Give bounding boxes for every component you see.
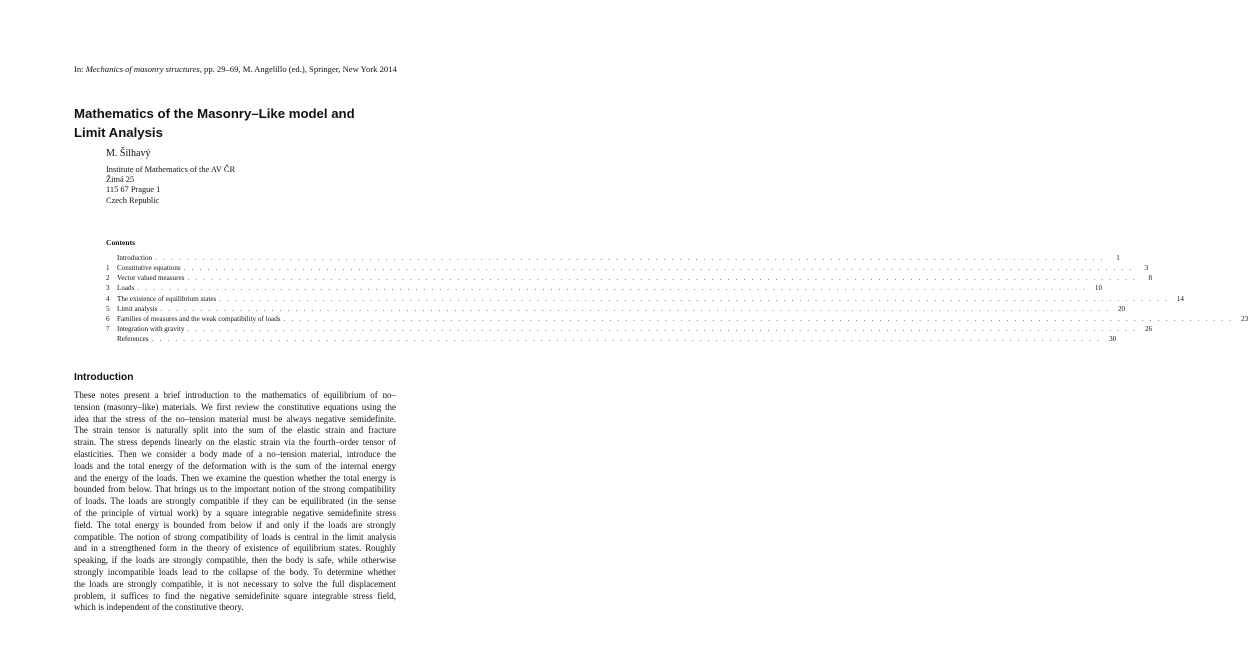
toc-entry-title: Limit analysis [117,304,158,313]
affiliation-line: Žitná 25 [106,175,135,185]
toc-entry-page: 3 [1144,264,1149,273]
toc-leader-dots: . . . . . . . . . . . . . . . . . . . . . . . . . . . . . . . . . . . . . . . . . . . . . . . . . . . . . . . . . . . . . . . . . . . . . . . . . . . . . . . . . . . . . . . . . . . . . . . . . . . . . . . . . . . . . . . . . . . . . . . . [219,294,1169,303]
toc-entry-number: 1 [106,264,110,273]
paragraph-line: and the energy of the loads. Then we examine the question whether the total energy is [74,472,396,483]
toc-entry-number: 4 [106,294,110,303]
paragraph-line: of the principle of virtual work) by a square integrable negative semidefinite stress [74,507,396,518]
author-affiliation [106,165,235,206]
paragraph-line: compatible. The notion of strong compatibility of loads is central in the limit analysis [74,531,396,542]
toc-entry-page: 26 [1144,324,1153,333]
paragraph-line: strain. The stress depends linearly on the elastic strain via the fourth–order tensor of [74,437,396,448]
toc-entry-page: 23 [1241,314,1248,323]
toc-entry-number: 2 [106,274,110,283]
affiliation-line: Czech Republic [106,195,160,205]
toc-entry [106,304,1126,314]
paragraph-line: The strain tensor is naturally split into the sum of the elastic strain and fracture [74,425,396,436]
citation-book-title: Mechanics of masonry structures [85,64,200,74]
paper-title-line-2: Limit Analysis [74,125,163,140]
toc-entry-title: Families of measures and the weak compatibility of loads [117,314,281,323]
citation-details: , pp. 29–69, M. Angelillo (ed.), Springer, New York 2014 [199,64,397,74]
paragraph-line: loads and the total energy of the deformation with is the sum of the internal energy [74,460,396,471]
paragraph-line: idea that the stress of the no–tension material must be always negative semidefinite. [74,413,396,424]
paragraph-line: the loads are strongly compatible, it is not necessary to solve the full displacement [74,578,396,589]
toc-leader-dots: . . . . . . . . . . . . . . . . . . . . . . . . . . . . . . . . . . . . . . . . . . . . . . . . . . . . . . . . . . . . . . . . . . . . . . . . . . . . . . . . . . . . . . . . . . . . . . . . . . . . . . . . . . . . . . . . . . . . . . . . [187,274,1138,283]
toc-entry-page: 10 [1094,284,1102,293]
contents-heading: Contents [106,238,136,247]
toc-leader-dots: . . . . . . . . . . . . . . . . . . . . . . . . . . . . . . . . . . . . . . . . . . . . . . . . . . . . . . . . . . . . . . . . . . . . . . . . . . . . . . . . . . . . . . . . . . . . . . . . . . . . . . . . . . . . . . . . . . . . . . . . [183,264,1134,273]
toc-entry-number: 6 [106,314,110,323]
toc-leader-dots: . . . . . . . . . . . . . . . . . . . . . . . . . . . . . . . . . . . . . . . . . . . . . . . . . . . . . . . . . . . . . . . . . . . . . . . . . . . . . . . . . . . . . . . . . . . . . . . . . . . . . . . . . . . . . . . . . . . . . . . . [283,314,1234,323]
citation-prefix: In: [74,64,86,74]
toc-entry [106,314,1248,324]
paper-title-line-1: Mathematics of the Masonry–Like model and [74,106,355,121]
toc-entry-title: Integration with gravity [117,324,185,333]
paragraph-line: bounded from below. That brings us to the important notion of the strong compatibility [74,484,396,495]
toc-entry-page: 8 [1148,274,1153,283]
toc-entry-number: 7 [106,324,110,333]
toc-entry [106,324,1153,334]
paragraph-line: field. The total energy is bounded from below if and only if the loads are strongly [74,519,396,530]
toc-leader-dots: . . . . . . . . . . . . . . . . . . . . . . . . . . . . . . . . . . . . . . . . . . . . . . . . . . . . . . . . . . . . . . . . . . . . . . . . . . . . . . . . . . . . . . . . . . . . . . . . . . . . . . . . . . . . . . . . . . . . . . . . [187,324,1138,333]
toc-entry-number: 5 [106,304,110,313]
paragraph-line: of loads. The loads are strongly compatible if they can be equilibrated (in the sense [74,496,396,507]
paragraph-line: which is independent of the constitutive theory. [74,602,244,613]
section-heading-introduction: Introduction [74,372,134,383]
toc-entry-page: 14 [1176,294,1184,303]
toc-entry [106,283,1102,293]
toc-entry-page: 1 [1116,254,1120,262]
toc-leader-dots: . . . . . . . . . . . . . . . . . . . . . . . . . . . . . . . . . . . . . . . . . . . . . . . . . . . . . . . . . . . . . . . . . . . . . . . . . . . . . . . . . . . . . . . . . . . . . . . . . . . . . . . . . . . . . . . . . . . . . . . . [137,284,1087,293]
toc-entry-title: Constitutive equations [117,264,181,273]
toc-leader-dots: . . . . . . . . . . . . . . . . . . . . . . . . . . . . . . . . . . . . . . . . . . . . . . . . . . . . . . . . . . . . . . . . . . . . . . . . . . . . . . . . . . . . . . . . . . . . . . . . . . . . . . . . . . . . . . . . . . . . . . . . [151,335,1102,344]
paper-title [74,104,404,142]
paragraph-line: speaking, if the loads are strongly compatible, then the body is safe, while otherwise [74,555,396,566]
toc-entry [106,334,1117,344]
paragraph-line: and in a strengthened form in the theory of existence of equilibrium states. Roughly [74,543,396,554]
toc-entry-title: Introduction [117,254,153,262]
toc-leader-dots: . . . . . . . . . . . . . . . . . . . . . . . . . . . . . . . . . . . . . . . . . . . . . . . . . . . . . . . . . . . . . . . . . . . . . . . . . . . . . . . . . . . . . . . . . . . . . . . . . . . . . . . . . . . . . . . . . . . . . . . . [160,304,1111,313]
toc-entry [106,294,1184,304]
toc-leader-dots: . . . . . . . . . . . . . . . . . . . . . . . . . . . . . . . . . . . . . . . . . . . . . . . . . . . . . . . . . . . . . . . . . . . . . . . . . . . . . . . . . . . . . . . . . . . . . . . . . . . . . . . . . . . . . . . . . . . . . . . . [155,254,1105,262]
toc-entry-title: Loads [117,284,135,293]
author-name: M. Šilhavý [106,148,151,159]
toc-entry-title: References [117,335,149,344]
paragraph-line: These notes present a brief introduction to the mathematics of equilibrium of no– [74,390,396,400]
toc-entry-page: 30 [1109,335,1117,344]
introduction-paragraph [74,390,396,614]
toc-entry-title: The existence of equilibrium states [117,294,217,303]
toc-entry [106,263,1149,273]
affiliation-line: 115 67 Prague 1 [106,185,161,195]
paragraph-line: elasticities. Then we consider a body made of a no–tension material, introduce the [74,448,396,459]
toc-entry-title: Vector valued measures [117,274,185,283]
toc-entry [106,273,1153,283]
paragraph-line: problem, it suffices to find the negative semidefinite square integrable stress field, [74,590,396,601]
affiliation-line: Institute of Mathematics of the AV ČR [106,165,236,174]
table-of-contents [106,253,1248,344]
paragraph-line: tension (masonry–like) materials. We first review the constitutive equations using the [74,401,396,412]
toc-entry-number: 3 [106,284,110,293]
paragraph-line: strongly incompatible loads lead to the collapse of the body. To determine whether [74,566,396,577]
toc-entry-page: 20 [1117,304,1126,313]
citation-header [74,64,404,74]
toc-entry [106,253,1120,263]
